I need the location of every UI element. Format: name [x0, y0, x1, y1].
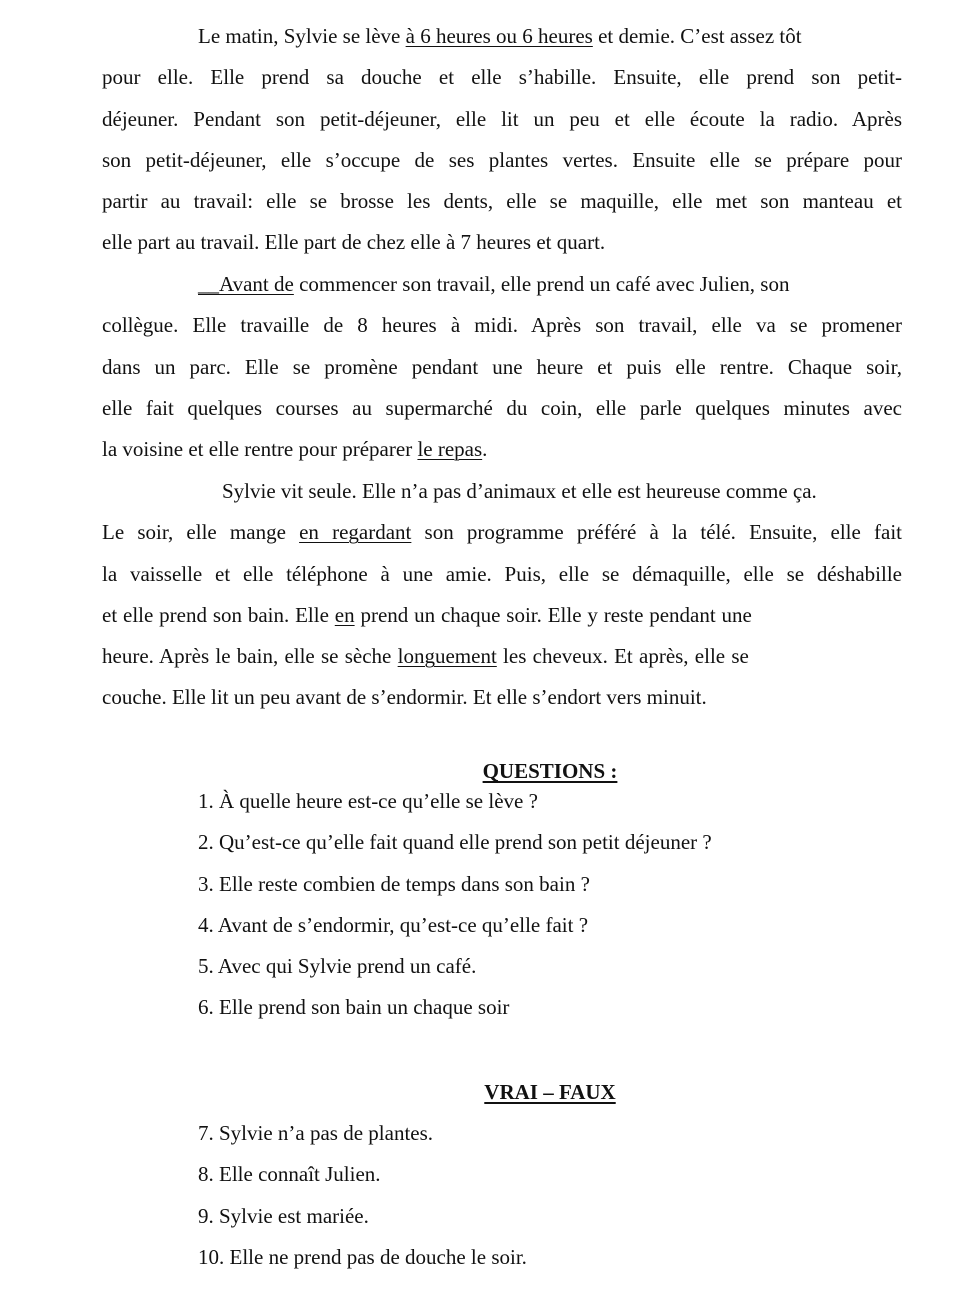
- paragraph-2-line-3: dans un parc. Elle se promène pendant une heure et puis elle rentre. Chaque soir,: [102, 354, 902, 379]
- question-item: 6. Elle prend son bain un chaque soir: [198, 995, 510, 1020]
- underlined-phrase: en: [334, 602, 355, 627]
- paragraph-1: [102, 16, 902, 264]
- paragraph-1-line-4: son petit-déjeuner, elle s’occupe de ses plantes vertes. Ensuite elle se prépare pour: [102, 147, 902, 172]
- underlined-phrase: longuement: [397, 644, 497, 669]
- paragraph-3-line-4: et elle prend son bain. Elle en prend un chaque soir. Elle y reste pendant une: [102, 602, 752, 627]
- vrai-faux-list: [198, 1113, 527, 1278]
- paragraph-3-line-3: la vaisselle et elle téléphone à une amie. Puis, elle se démaquille, elle se déshabille: [102, 561, 902, 586]
- true-false-item: 8. Elle connaît Julien.: [198, 1162, 381, 1187]
- question-item: 5. Avec qui Sylvie prend un café.: [198, 954, 477, 979]
- true-false-item: 9. Sylvie est mariée.: [198, 1203, 369, 1228]
- true-false-item: 7. Sylvie n’a pas de plantes.: [198, 1121, 434, 1145]
- paragraph-1-line-3: déjeuner. Pendant son petit-déjeuner, elle lit un peu et elle écoute la radio. Après: [102, 106, 902, 131]
- paragraph-3-line-2: Le soir, elle mange en regardant son programme préféré à la télé. Ensuite, elle fait: [102, 520, 902, 545]
- paragraph-2-line-5: la voisine et elle rentre pour préparer le repas.: [102, 437, 488, 462]
- question-item: 2. Qu’est-ce qu’elle fait quand elle prend son petit déjeuner ?: [198, 830, 712, 855]
- paragraph-2: [102, 264, 902, 470]
- underlined-phrase: à 6 heures ou 6 heures: [405, 24, 593, 48]
- questions-list: [198, 781, 712, 1029]
- paragraph-2-line-2: collègue. Elle travaille de 8 heures à midi. Après son travail, elle va se promener: [102, 313, 902, 338]
- paragraph-2-line-1: __Avant de commencer son travail, elle prend un café avec Julien, son: [198, 272, 790, 296]
- questions-heading: QUESTIONS :: [482, 759, 618, 783]
- paragraph-3-line-5: heure. Après le bain, elle se sèche longuement les cheveux. Et après, elle se: [102, 644, 749, 669]
- underlined-phrase: en regardant: [299, 520, 412, 545]
- underlined-phrase: __Avant de: [198, 272, 294, 296]
- paragraph-1-line-6: elle part au travail. Elle part de chez elle à 7 heures et quart.: [102, 230, 606, 255]
- paragraph-3: [102, 471, 902, 719]
- paragraph-2-line-4: elle fait quelques courses au supermarché du coin, elle parle quelques minutes avec: [102, 395, 902, 420]
- question-item: 4. Avant de s’endormir, qu’est-ce qu’elle fait ?: [198, 912, 589, 937]
- paragraph-1-line-5: partir au travail: elle se brosse les dents, elle se maquille, elle met son manteau et: [102, 189, 902, 214]
- paragraph-1-line-1: Le matin, Sylvie se lève à 6 heures ou 6 heures et demie. C’est assez tôt: [198, 24, 802, 48]
- paragraph-3-line-6: couche. Elle lit un peu avant de s’endormir. Et elle s’endort vers minuit.: [102, 685, 707, 710]
- question-item: 1. À quelle heure est-ce qu’elle se lève ?: [198, 789, 538, 813]
- paragraph-3-line-1: Sylvie vit seule. Elle n’a pas d’animaux et elle est heureuse comme ça.: [222, 479, 817, 503]
- true-false-item: 10. Elle ne prend pas de douche le soir.: [198, 1244, 527, 1269]
- vrai-faux-heading: VRAI – FAUX: [484, 1080, 616, 1104]
- paragraph-1-line-2: pour elle. Elle prend sa douche et elle s’habille. Ensuite, elle prend son petit-: [102, 65, 902, 90]
- question-item: 3. Elle reste combien de temps dans son bain ?: [198, 871, 590, 896]
- underlined-phrase: le repas: [417, 437, 483, 462]
